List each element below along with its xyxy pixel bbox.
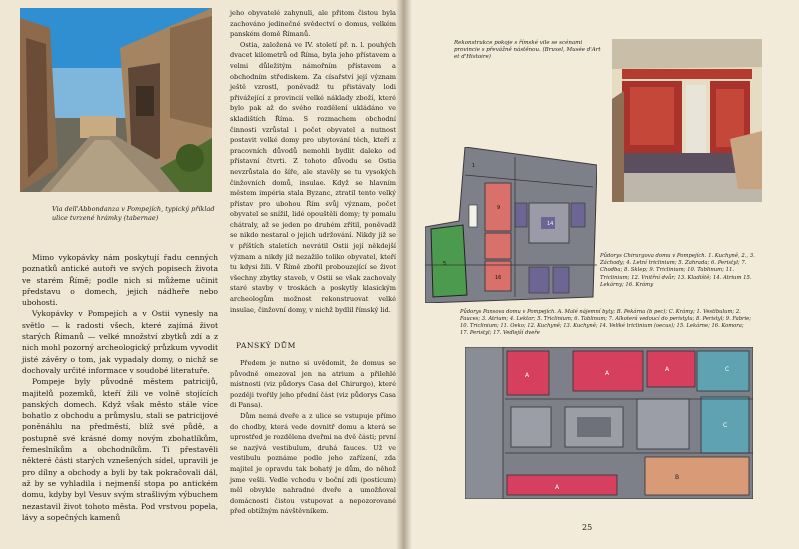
room-number: 9 [497,205,501,211]
plan-letter: A [555,484,560,491]
paragraph: jeho obyvatelé zahynuli, ale přitom čistou byla zachováno jedinečné svědectví o domus, velkém panském domě Římanů. [230,9,396,39]
photo-caption: Via dell'Abbondanza v Pompejích, typický příklad ulice tvrzené hrámky (tabernae) [52,205,215,222]
paragraph: Dům nemá dveře a z ulice se vstupuje přímo do chodby, která vede dovnitř domu a která se uprostřed je rozdělena dveřmi na dvě části; první se nazývá vestibulum, druhá fauces. Už ve vestibulu poznáme podle jeho zařízení, zda majitel je opravdu tak bohatý je dům, do něhož jsme vešli. Vedle vchodu v boční zdi (postícum) měl obvykle nahradné dveře a umožňoval domácnosti čistou vstupovat a nepozorované před obtížným návštěvníkem. [230,411,396,516]
plan2-caption: Půdorys Pansova domu v Pompejích. A. Malé nájemní byty; B. Pekárna (b pec); C. Krámy; 1. Vestibulum; 2. Fauces; 3. Atrium; 4. Lektor; 5. Triclinium; 6. Tablinum; 7. Alkoterá vedoucí do peristylu; 8. Peristyl; 9. Fabrie; 10. Triclinium; 11. Oeko; 12. Kuchyně; 13. Kuchyně; 14. Veliké triclinium (oecus); 15. Lekárne; 16. Komora; 17. Peristyl; 17. Vedlejší dveře [460,309,752,337]
paragraph: Pompeje byly původně městem patricijů, majitelů pozemků, kteří žili ve volně stojících panských domech. Když však město stále více bohatlo z obchodu a průmyslu, stali se patricijové poněnáhlu na předměstí, blíž své půdě, a postupně své krásné domy novým zbohatlíkům, řemeslníkům a obchodníkům. Ti přestavěli některé části starých vznešených sídel, upravili je pro dílny a obchody a byli by tak pokračovali dál, až by se vyhladila i nejmenší stopa po antickém domu, kdyby byl Vesuv svým strašlivým výbuchem nezastavil život tohoto města. Pod vrstvou popela, lávy a sopečných kamenů [22,377,218,522]
page-number: 25 [582,523,593,532]
plan-letter: A [665,366,670,373]
plan-letter: A [525,372,530,379]
street-photo [20,8,212,192]
plan-letter: C [725,366,730,373]
painting-caption: Rekonstrukce pokoje s římské vile se scénami provincie s převážně nástěnou. (Bruxel, Musée d'Art et d'Histoire) [454,40,601,60]
section-column [230,358,396,517]
paragraph: Ostia, založená ve IV. století př. n. l. pouhých dvacet kilometrů od Říma, byla jeho přístavem a velmi důležitým námořním přístavem a obchodním střediskem. Za císařství její význam ještě vzrostl, poněvadž tu přistávaly lodi přivážející z provincií velké náklady zboží, které bylo pak až do svého rozdělení ukládáno ve skladištích Říma. S rozmachem obchodní činnosti vzrůstal i počet obyvatel a nutnost postavit velké domy pro ubytování těch, kteří z pracovních důvodů nemohli bydlit daleko od přístavní čtvrti. Z tohoto důvodu se Ostia nevzrůstala do šíře, ale stavěly se tu vysokých činžovních domů, insulae. Když se hlavním městem impéria stala Byzanc, ztratil tento velký přístav pro ubohou Řím svůj význam, počet obyvatel se snížil, lidé opouštěli domy; ty pomalu chátraly, až se jeden po druhém zřítil, poněvadž se nikdo nestaral o jejich udržování. Nikdy již se v příštích staletích nevrátil Ostii její někdejší význam a nikdy již nezažilo toliko obyvatel, kteří tu kdysi žili. V Římě zbořil probouzející se život všechny zbytky staveb, v Ostii se však zachovaly staré stavby v troskách a poskytly klasickým archeologům možnost rekonstruovat velké insulae, činžovní domy, v nichž bydlil římský lid. [230,40,396,314]
plan-letter: A [605,370,610,377]
column-right [230,8,396,315]
book-gutter [396,0,412,549]
plan-letter: B [675,474,680,481]
paragraph: Vykopávky v Pompejích a v Ostii vynesly na světlo — k radosti všech, které zajímá život starých Římanů — velké množství zbytků zdí a z nich mohl pozorný archeologický průzkum vyvodit jisté závěry o tom, jak vypadaly domy, o nichž se dochovaly určité informace v soudobé literatuře. [22,309,218,375]
room-number: 1 [472,163,476,169]
plan-casa-di-pansa [465,347,753,499]
plan1-caption: Půdorys Chirurgova domu v Pompejích. 1. Kuchyně, 2., 3. Záchody; 4. Letní triclinium; 5. Zahrada; 6. Peristyl; 7. Chodba; 8. Sklep; 9. Triclinium; 10. Tablinum; 11. Triclinium; 12. Vnitřní dvůr; 13. Kladiště; 14. Atrium 15. Lekárny; 16. Krámy [600,253,755,288]
room-reconstruction-image [612,39,762,202]
plan-casa-del-chirurgo [425,147,597,303]
column-left [22,252,218,523]
plan-letter: C [723,422,728,429]
room-number: 14 [547,221,554,227]
paragraph: Předem je nutno si uvědomit, že domus se původně omezoval jen na atrium a přilehlé místnosti (viz půdorys Casa del Chirurgo), které později tvořily jeho přední část (viz půdorys Casa di Pansa). [230,359,396,410]
paragraph: Mimo vykopávky nám poskytují řadu cenných poznatků antické autoři ve svých popisech života ve starém Římě; podle nich si můžeme učinit představu o domech, jejich nádheře nebo ubohosti. [22,253,218,308]
section-heading: PANSKÝ DŮM [236,341,296,350]
room-number: 5 [443,261,447,267]
room-number: 16 [495,275,502,281]
